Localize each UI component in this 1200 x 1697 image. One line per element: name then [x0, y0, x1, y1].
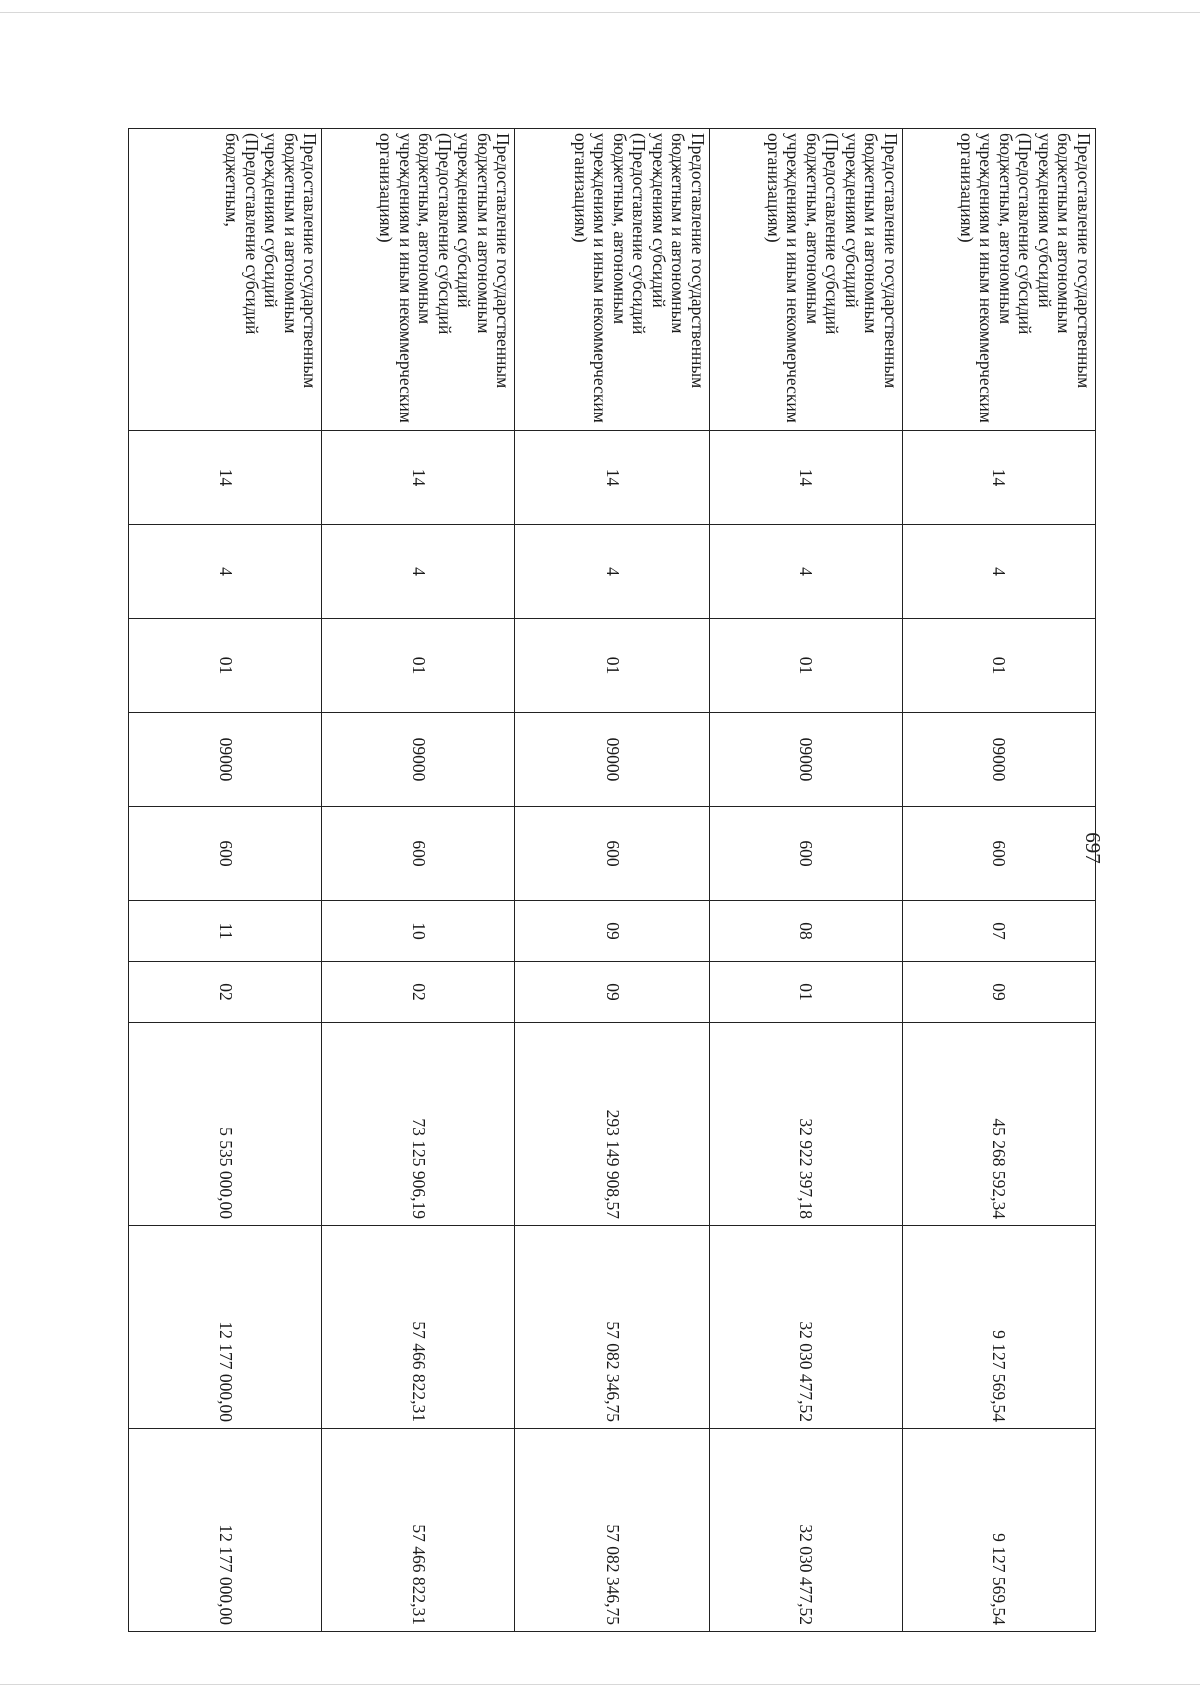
code-cell: 02	[129, 962, 322, 1023]
amount-cell: 9 127 569,54	[902, 1226, 1095, 1429]
code-cell: 600	[902, 807, 1095, 901]
amount-cell: 32 030 477,52	[709, 1226, 902, 1429]
rotated-table-wrapper	[128, 128, 1096, 1631]
code-cell: 01	[709, 962, 902, 1023]
table-row	[129, 129, 322, 1632]
amount-cell: 32 030 477,52	[709, 1429, 902, 1632]
code-cell: 01	[902, 619, 1095, 713]
code-cell: 07	[902, 901, 1095, 962]
table-row	[902, 129, 1095, 1632]
code-cell: 4	[129, 525, 322, 619]
code-cell: 09	[515, 962, 709, 1023]
code-cell: 09000	[322, 713, 515, 807]
code-cell: 09000	[902, 713, 1095, 807]
amount-cell: 45 268 592,34	[902, 1023, 1095, 1226]
code-cell: 01	[129, 619, 322, 713]
code-cell: 09000	[129, 713, 322, 807]
table-row	[515, 129, 709, 1632]
amount-cell: 57 082 346,75	[515, 1429, 709, 1632]
code-cell: 4	[709, 525, 902, 619]
code-cell: 10	[322, 901, 515, 962]
amount-cell: 12 177 000,00	[129, 1226, 322, 1429]
code-cell: 600	[129, 807, 322, 901]
code-cell: 01	[515, 619, 709, 713]
code-cell: 600	[515, 807, 709, 901]
amount-cell: 293 149 908,57	[515, 1023, 709, 1226]
code-cell: 09000	[515, 713, 709, 807]
amount-cell: 5 535 000,00	[129, 1023, 322, 1226]
code-cell: 14	[129, 431, 322, 525]
amount-cell: 73 125 906,19	[322, 1023, 515, 1226]
amount-cell: 57 082 346,75	[515, 1226, 709, 1429]
code-cell: 02	[322, 962, 515, 1023]
row-description: Предоставление государственным бюджетным и автономным учреждениям субсидий (Предоставление субсидий бюджетным,	[129, 129, 322, 431]
code-cell: 4	[322, 525, 515, 619]
table-row	[322, 129, 515, 1632]
code-cell: 09000	[709, 713, 902, 807]
code-cell: 14	[322, 431, 515, 525]
amount-cell: 57 466 822,31	[322, 1226, 515, 1429]
row-description: Предоставление государственным бюджетным и автономным учреждениям субсидий (Предоставление субсидий бюджетным, автономным учреждениям и иным некоммерческим организациям)	[902, 129, 1095, 431]
page-number: 697	[1081, 832, 1105, 864]
code-cell: 4	[515, 525, 709, 619]
code-cell: 08	[709, 901, 902, 962]
amount-cell: 9 127 569,54	[902, 1429, 1095, 1632]
scan-top-line	[0, 12, 1200, 13]
code-cell: 09	[902, 962, 1095, 1023]
table-row	[709, 129, 902, 1632]
row-description: Предоставление государственным бюджетным и автономным учреждениям субсидий (Предоставление субсидий бюджетным, автономным учреждениям и иным некоммерческим организациям)	[515, 129, 709, 431]
amount-cell: 57 466 822,31	[322, 1429, 515, 1632]
table-body	[129, 129, 1096, 1632]
code-cell: 4	[902, 525, 1095, 619]
code-cell: 11	[129, 901, 322, 962]
amount-cell: 12 177 000,00	[129, 1429, 322, 1632]
budget-table	[128, 128, 1096, 1632]
row-description: Предоставление государственным бюджетным и автономным учреждениям субсидий (Предоставление субсидий бюджетным, автономным учреждениям и иным некоммерческим организациям)	[322, 129, 515, 431]
code-cell: 600	[322, 807, 515, 901]
code-cell: 01	[709, 619, 902, 713]
code-cell: 600	[709, 807, 902, 901]
code-cell: 09	[515, 901, 709, 962]
row-description: Предоставление государственным бюджетным и автономным учреждениям субсидий (Предоставление субсидий бюджетным, автономным учреждениям и иным некоммерческим организациям)	[709, 129, 902, 431]
code-cell: 14	[902, 431, 1095, 525]
code-cell: 01	[322, 619, 515, 713]
amount-cell: 32 922 397,18	[709, 1023, 902, 1226]
scan-bottom-line	[0, 1684, 1200, 1685]
code-cell: 14	[515, 431, 709, 525]
code-cell: 14	[709, 431, 902, 525]
